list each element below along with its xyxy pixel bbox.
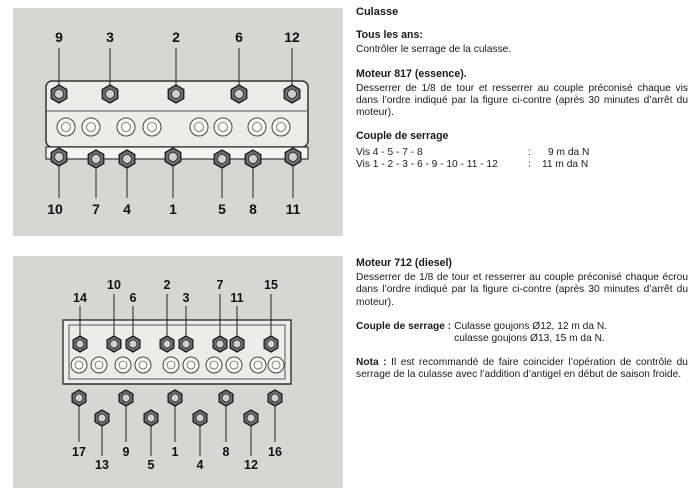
intro-text: Contrôler le serrage de la culasse.	[356, 44, 512, 56]
nut-label: 16	[268, 445, 282, 459]
bolt-label: 6	[235, 29, 243, 45]
bolt-label: 3	[106, 29, 114, 45]
engine-text: Desserrer de 1/8 de tour et resserrer au couple préconisé chaque écrou dans l’ordre indiqué par la figure ci-contre (après 30 minutes d’arrêt du moteur).	[356, 272, 688, 308]
couple-heading: Couple de serrage	[356, 130, 449, 143]
bolt-center	[76, 340, 84, 348]
nut-label: 4	[196, 458, 204, 472]
torque-table	[356, 147, 688, 171]
bolt-label: 2	[172, 29, 180, 45]
bolt-label: 12	[284, 29, 300, 45]
bolt-center	[271, 394, 279, 402]
torque-row	[356, 159, 688, 171]
nota-paragraph	[356, 357, 688, 381]
bolt-center	[147, 414, 155, 422]
bolt-center	[267, 340, 275, 348]
cylinder-head-figure-712	[13, 256, 343, 488]
torque-row	[356, 147, 688, 159]
bolt-label: 10	[47, 201, 63, 217]
cylinder-head-outline	[63, 320, 291, 384]
bolt-center	[55, 153, 64, 162]
bolt-center	[169, 153, 178, 162]
nut-label: 14	[73, 291, 87, 305]
nut-label: 1	[171, 445, 179, 459]
valve-seat	[206, 357, 222, 373]
couple-values	[454, 321, 607, 345]
valve-seat	[71, 357, 87, 373]
bolt-center	[182, 340, 190, 348]
bolt-center	[110, 340, 118, 348]
section-moteur-817	[356, 6, 688, 171]
bolt-label: 8	[249, 201, 257, 217]
engine-heading: Moteur 817 (essence).	[356, 67, 467, 80]
torque-value: 11 m da N	[542, 158, 589, 170]
bolt-center	[122, 394, 130, 402]
bolt-label: 1	[169, 201, 177, 217]
bolt-center	[196, 414, 204, 422]
valve-seat	[135, 357, 151, 373]
section-title: Culasse	[356, 6, 399, 18]
bolt-center	[129, 340, 137, 348]
bolt-label: 7	[92, 201, 100, 217]
nota-label: Nota :	[356, 357, 387, 369]
bolt-center	[55, 90, 64, 99]
valve-seat	[248, 118, 266, 136]
couple-line: culasse goujons Ø13, 15 m da N.	[454, 333, 605, 345]
separator: :	[528, 158, 531, 170]
bolt-center	[92, 155, 101, 164]
valve-seat	[190, 118, 208, 136]
bolt-center	[98, 414, 106, 422]
screw-list: Vis 1 - 2 - 3 - 6 - 9 - 10 - 11 - 12	[356, 158, 498, 170]
separator: :	[528, 146, 531, 158]
bolt-center	[247, 414, 255, 422]
bolt-label: 5	[218, 201, 226, 217]
bolt-center	[123, 155, 132, 164]
bolt-center	[218, 155, 227, 164]
nut-label: 7	[216, 278, 224, 292]
nut-label: 2	[163, 278, 171, 292]
valve-seat	[91, 357, 107, 373]
bolt-center	[163, 340, 171, 348]
engine-heading: Moteur 712 (diesel)	[356, 257, 452, 269]
nut-label: 3	[182, 291, 190, 305]
nota-text: Il est recommandé de faire coincider l’opération de contrôle du serrage de la culasse avec l’addition d’antigel en début de saison froide.	[356, 357, 688, 381]
bolt-center	[216, 340, 224, 348]
bolt-label: 11	[285, 201, 301, 217]
nut-label: 8	[222, 445, 230, 459]
bolt-center	[171, 394, 179, 402]
couple-de-serrage	[356, 321, 688, 345]
nut-label: 17	[72, 445, 86, 459]
nut-label: 13	[95, 458, 109, 472]
valve-seat	[250, 357, 266, 373]
bolt-label: 4	[123, 201, 131, 217]
nut-label: 9	[122, 445, 130, 459]
valve-seat	[115, 357, 131, 373]
valve-seat	[57, 118, 75, 136]
engine-text: Desserrer de 1/8 de tour et resserrer au couple préconisé chaque vis dans l’ordre indiqué par la figure ci-contre (après 30 minutes d’arrêt du moteur).	[356, 82, 688, 119]
valve-seat	[163, 357, 179, 373]
valve-seat	[143, 118, 161, 136]
bolt-center	[289, 153, 298, 162]
couple-label: Couple de serrage :	[356, 320, 452, 332]
valve-seat	[183, 357, 199, 373]
section-moteur-712	[356, 257, 688, 382]
cylinder-head-diagram-817	[13, 8, 343, 236]
nut-label: 15	[264, 278, 278, 292]
bolt-center	[233, 340, 241, 348]
nut-label: 11	[230, 291, 244, 305]
valve-seat	[117, 118, 135, 136]
valve-seat	[272, 118, 290, 136]
bolt-center	[288, 90, 297, 99]
bolt-center	[172, 90, 181, 99]
bolt-center	[75, 394, 83, 402]
cylinder-head-diagram-712	[13, 256, 343, 488]
screw-list: Vis 4 - 5 - 7 - 8	[356, 146, 423, 158]
bolt-label: 9	[55, 29, 63, 45]
bolt-center	[222, 394, 230, 402]
cylinder-head-figure-817	[13, 8, 343, 236]
torque-value: 9 m da N	[548, 146, 590, 158]
valve-seat	[226, 357, 242, 373]
bolt-center	[249, 155, 258, 164]
bolt-center	[106, 90, 115, 99]
valve-seat	[214, 118, 232, 136]
nut-label: 6	[129, 291, 137, 305]
couple-line: Culasse goujons Ø12, 12 m da N.	[454, 320, 608, 332]
subtitle: Tous les ans:	[356, 29, 423, 42]
valve-seat	[268, 357, 284, 373]
nut-label: 10	[107, 278, 121, 292]
bolt-center	[235, 90, 244, 99]
nut-label: 12	[244, 458, 258, 472]
valve-seat	[82, 118, 100, 136]
nut-label: 5	[147, 458, 155, 472]
